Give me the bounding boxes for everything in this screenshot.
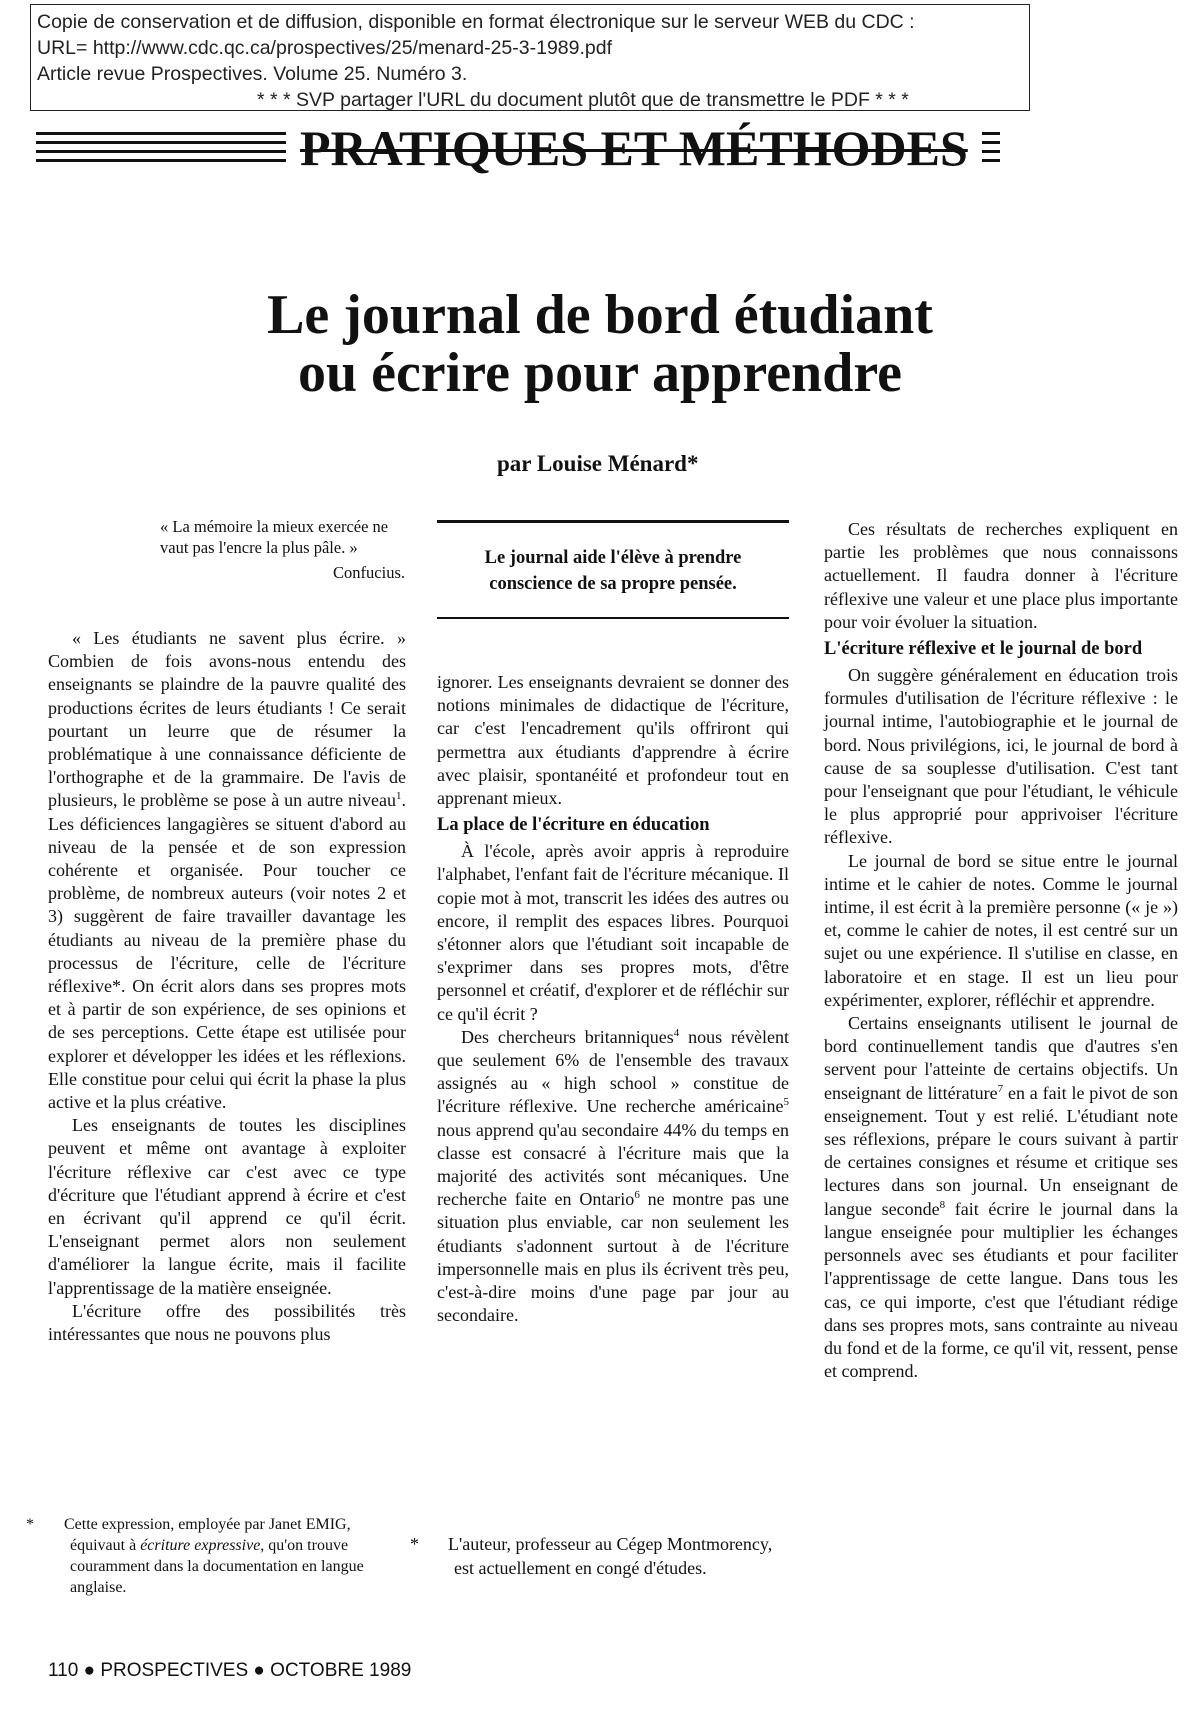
col3-heading: L'écriture réflexive et le journal de bord [824, 639, 1143, 660]
column-3 [824, 518, 1178, 1383]
notice-line-url: URL= http://www.cdc.qc.ca/prospectives/25/menard-25-3-1989.pdf [37, 37, 613, 59]
pull-quote [437, 520, 789, 619]
archive-notice-box [30, 4, 1030, 111]
col2-paragraph-1: ignorer. Les enseignants devraient se donner des notions minimales de didactique de l'écriture, car c'est l'encadrement qu'ils offriront qui permettra aux étudiants d'apprendre à écrire avec plaisir, spontanéité et profondeur tout en apprenant mieux. [437, 672, 789, 809]
footnote-author: * L'auteur, professeur au Cégep Montmorency, est actuellement en congé d'études. [410, 1534, 773, 1578]
notice-line-4: * * * SVP partager l'URL du document plutôt que de transmettre le PDF * * * [257, 89, 909, 111]
note-ref-8: 8 [939, 1198, 946, 1211]
footnote-asterisk: * [26, 1516, 34, 1533]
col2-paragraph-2: À l'école, après avoir appris à reproduire l'alphabet, l'enfant fait de l'écriture mécanique. Il copie mot à mot, transcrit les idées des autres ou encore, il remplit des espaces libres. Pourquoi s'étonner alors que l'étudiant soit incapable de s'exprimer dans ses propres mots, d'être personnel et créatif, d'explorer et de réfléchir sur ce qu'il écrit ? [437, 841, 789, 1024]
col1-paragraph-3: L'écriture offre des possibilités très intéressantes que nous ne pouvons plus [48, 1300, 406, 1345]
article-title-line-2: ou écrire pour apprendre [297, 342, 903, 404]
col1-paragraph-1: « Les étudiants ne savent plus écrire. » Combien de fois avons-nous entendu des enseignants se plaindre de la pauvre qualité des productions écrites de leurs étudiants ! Ce serait pourtant un leurre que de résumer la problématique à une connaissance déficiente de l'orthographe et de la grammaire. De l'avis de plusieurs, le problème se pose à un autre niveau$^1$. Les déficiences langagières se situent d'abord au niveau de la pensée et de son expression cohérente et organisée. Pour toucher ce problème, de nombreux auteurs (voir notes 2 et 3) suggèrent de faire travailler davantage les étudiants au niveau de la première phase du processus de l'écriture, celle de l'écriture réflexive*. On écrit alors dans ses propres mots et à partir de son expérience, de ses opinions et de ses perceptions. Cette étape est utilisée pour explorer et développer les idées et les réflexions. Elle constitue pour celui qui écrit la phase la plus active et la plus créative. [48, 628, 406, 1113]
col3-paragraph-1: Ces résultats de recherches expliquent en partie les problèmes que nous connaissons actuellement. Il faudra donner à l'écriture réflexive une valeur et une place plus importante pour voir évoluer la situation. [824, 519, 1178, 632]
footnote-asterisk: * [410, 1534, 419, 1554]
note-ref-5: 5 [783, 1096, 789, 1109]
epigraph-quote: « La mémoire la mieux exercée ne vaut pas l'encre la plus pâle. » [160, 517, 389, 557]
footnote-emphasis: écriture expressive [140, 1537, 261, 1554]
epigraph-attribution: Confucius. [333, 563, 405, 582]
author-byline: par Louise Ménard* [497, 451, 699, 476]
section-banner-title: PRATIQUES ET MÉTHODES [286, 122, 982, 174]
col2-heading: La place de l'écriture en éducation [437, 815, 710, 836]
col3-paragraph-4: Certains enseignants utilisent le journal de bord continuellement tandis que d'autres s'en servent pour l'atteinte de certains objectifs. Un enseignant de littérature$^7$ en a fait le pivot de son enseignement. Tout y est relié. L'étudiant note ses réflexions, prépare le cours suivant à partir de certaines consignes et résume et critique ses lectures dans son journal. Un enseignant de langue seconde$^8$ fait écrire le journal dans la langue enseignée pour multiplier les échanges personnels avec ses étudiants et pour faciliter l'apprentissage de cette langue. Dans tous les cas, ce qui importe, c'est que l'étudiant rédige dans ses propres mots, sans contrainte au niveau du fond et de la forme, ce qu'il vit, ressent, pense et comprend. [824, 1013, 1179, 1382]
column-2 [437, 671, 789, 1327]
note-ref-7: 7 [997, 1082, 1004, 1095]
article-title-line-1: Le journal de bord étudiant [267, 284, 933, 346]
col2-paragraph-3: Des chercheurs britanniques$^4$ nous révèlent que seulement 6% de l'ensemble des travaux assignés au « high school » constitue de l'écriture réflexive. Une recherche américaine$^5$ nous apprend qu'au secondaire 44% du temps en classe est consacré à l'écriture mais que la majorité des activités sont mécaniques. Une recherche faite en Ontario$^6$ ne montre pas une situation plus enviable, car non seulement les étudiants s'adonnent surtout à de l'écriture impersonnelle mais en plus ils écrivent très peu, c'est-à-dire moins d'une page par jour au secondaire. [437, 1026, 789, 1326]
notice-line-3: Article revue Prospectives. Volume 25. Numéro 3. [37, 63, 468, 85]
note-ref-4: 4 [673, 1026, 680, 1039]
column-1 [48, 627, 406, 1346]
section-banner [36, 120, 1000, 176]
page-footer: 110 ● PROSPECTIVES ● OCTOBRE 1989 [48, 1660, 412, 1681]
note-ref-6: 6 [634, 1189, 640, 1202]
epigraph [160, 516, 405, 583]
notice-line-1: Copie de conservation et de diffusion, disponible en format électronique sur le serveur WEB du CDC : [37, 11, 915, 33]
col1-paragraph-2: Les enseignants de toutes les disciplines peuvent et même ont avantage à exploiter l'écriture réflexive car c'est avec ce type d'écriture que l'étudiant apprend à écrire et c'est en écrivant qu'il apprend ce qu'il écrit. L'enseignant permet alors non seulement d'améliorer la langue écrite, mais il facilite l'apprentissage de la matière enseignée. [48, 1115, 406, 1298]
footnote-ecriture-reflexive: * Cette expression, employée par Janet EMIG, équivaut à écriture expressive, qu'on trouve couramment dans la documentation en langue anglaise. [26, 1516, 364, 1596]
col3-paragraph-3: Le journal de bord se situe entre le journal intime et le cahier de notes. Comme le journal intime, il est écrit à la première personne (« je ») et, comme le cahier de notes, il est centré sur un sujet ou une expérience. Il s'utilise en classe, en laboratoire et en stage. Il est un lieu pour expérimenter, explorer, réfléchir et apprendre. [824, 850, 1178, 1010]
pull-quote-bottom-rule [437, 617, 789, 620]
col3-paragraph-2: On suggère généralement en éducation trois formules d'utilisation de l'écriture réflexive : le journal intime, l'autobiographie et le journal de bord. Nous privilégions, ici, le journal de bord à cause de sa souplesse d'utilisation. C'est tant pour l'enseignant que pour l'étudiant, le véhicule le plus approprié pour apprivoiser l'écriture réflexive. [824, 665, 1178, 848]
note-ref-1: 1 [396, 790, 402, 803]
article-title [0, 286, 1200, 402]
pull-quote-text: Le journal aide l'élève à prendre conscience de sa propre pensée. [484, 547, 742, 594]
